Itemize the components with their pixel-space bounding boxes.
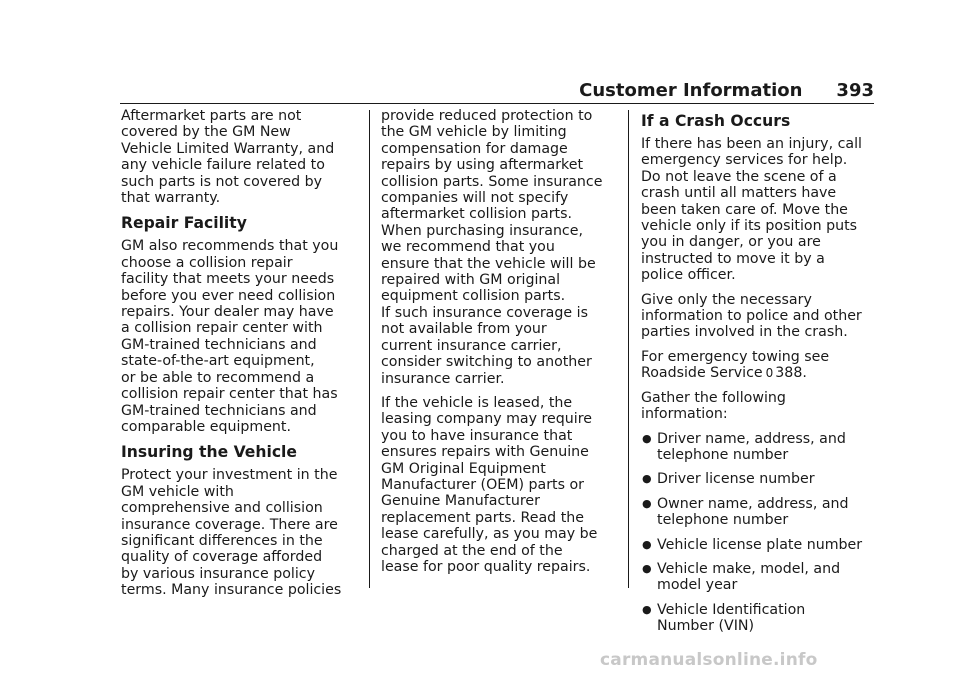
- list-item-text: Driver name, address, and telephone number: [657, 430, 846, 463]
- gather-info-paragraph: Gather the following information:: [641, 389, 786, 423]
- repair-facility-heading: Repair Facility: [121, 214, 247, 233]
- list-item: [641, 471, 881, 487]
- list-item-text: Vehicle make, model, and model year: [657, 560, 841, 594]
- list-item-text: Owner name, address, and telephone number: [657, 495, 849, 529]
- column-divider-2: [628, 110, 629, 588]
- bullet-icon: ●: [642, 602, 652, 616]
- insuring-vehicle-paragraph: Protect your investment in the GM vehicle with comprehensive and collision insurance coverage. There are significant differences in the quality of coverage afforded by various insurance policy terms. Many insurance policies: [121, 467, 342, 599]
- injury-paragraph: If there has been an injury, call emergency services for help. Do not leave the scene of a crash until all matters have been taken care of. Move the vehicle only if its position puts you in danger, or you are instructed to move it by a police officer.: [641, 136, 862, 284]
- insurance-paragraph: provide reduced protection to the GM vehicle by limiting compensation for damage repairs by using aftermarket collision parts. Some insurance companies will not specify aftermarket collision parts. When purchasing insurance, we recommend that you ensure that the vehicle will be repaired with GM original equipment collision parts. If such insurance coverage is not available from your current insurance carrier, consider switching to another insurance carrier.: [381, 108, 603, 387]
- bullet-icon: ●: [642, 431, 652, 445]
- bullet-icon: ●: [642, 561, 652, 575]
- towing-paragraph: [641, 349, 881, 382]
- repair-facility-paragraph: GM also recommends that you choose a collision repair facility that meets your needs before you ever need collision repairs. Your dealer may have a collision repair center with GM-trained technicians and state-of-the-art equipment, or be able to recommend a collision repair center that has GM-trained technicians and comparable equipment.: [121, 238, 339, 435]
- header-rule: [120, 103, 874, 104]
- list-item: [641, 561, 881, 594]
- column-2: [381, 108, 621, 583]
- leased-vehicle-paragraph: If the vehicle is leased, the leasing company may require you to have insurance that ensures repairs with Genuine GM Original Equipment Manufacturer (OEM) parts or Genuine Manufacturer replacement parts. Read the lease carefully, as you may be charged at the end of the lease for poor quality repairs.: [381, 394, 598, 575]
- list-item: [641, 431, 881, 464]
- list-item-text: Vehicle Identification Number (VIN): [657, 601, 806, 635]
- column-1: [121, 108, 361, 607]
- page-header: [579, 80, 874, 101]
- necessary-info-paragraph: Give only the necessary information to police and other parties involved in the crash.: [641, 291, 862, 341]
- column-3: [641, 108, 881, 643]
- aftermarket-paragraph: Aftermarket parts are not covered by the GM New Vehicle Limited Warranty, and any vehicle failure related to such parts is not covered by that warranty.: [121, 108, 335, 207]
- insuring-vehicle-heading: Insuring the Vehicle: [121, 443, 297, 462]
- list-item-text: Vehicle license plate number: [657, 536, 863, 553]
- roadside-service-page-link[interactable]: 388.: [775, 365, 807, 382]
- page-reference-icon: 0: [765, 366, 774, 381]
- crash-occurs-heading: If a Crash Occurs: [641, 112, 791, 130]
- column-divider-1: [369, 110, 370, 588]
- list-item: [641, 496, 881, 529]
- bullet-icon: ●: [642, 472, 652, 486]
- bullet-icon: ●: [642, 537, 652, 551]
- watermark: carmanualsonline.info: [600, 650, 818, 670]
- section-title: Customer Information: [579, 80, 803, 101]
- list-item: [641, 602, 881, 635]
- page-number: 393: [836, 80, 874, 101]
- bullet-icon: ●: [642, 496, 652, 510]
- info-bullet-list: [641, 431, 881, 635]
- towing-text: For emergency towing see Roadside Service: [641, 348, 830, 382]
- list-item: [641, 537, 881, 553]
- list-item-text: Driver license number: [657, 471, 815, 488]
